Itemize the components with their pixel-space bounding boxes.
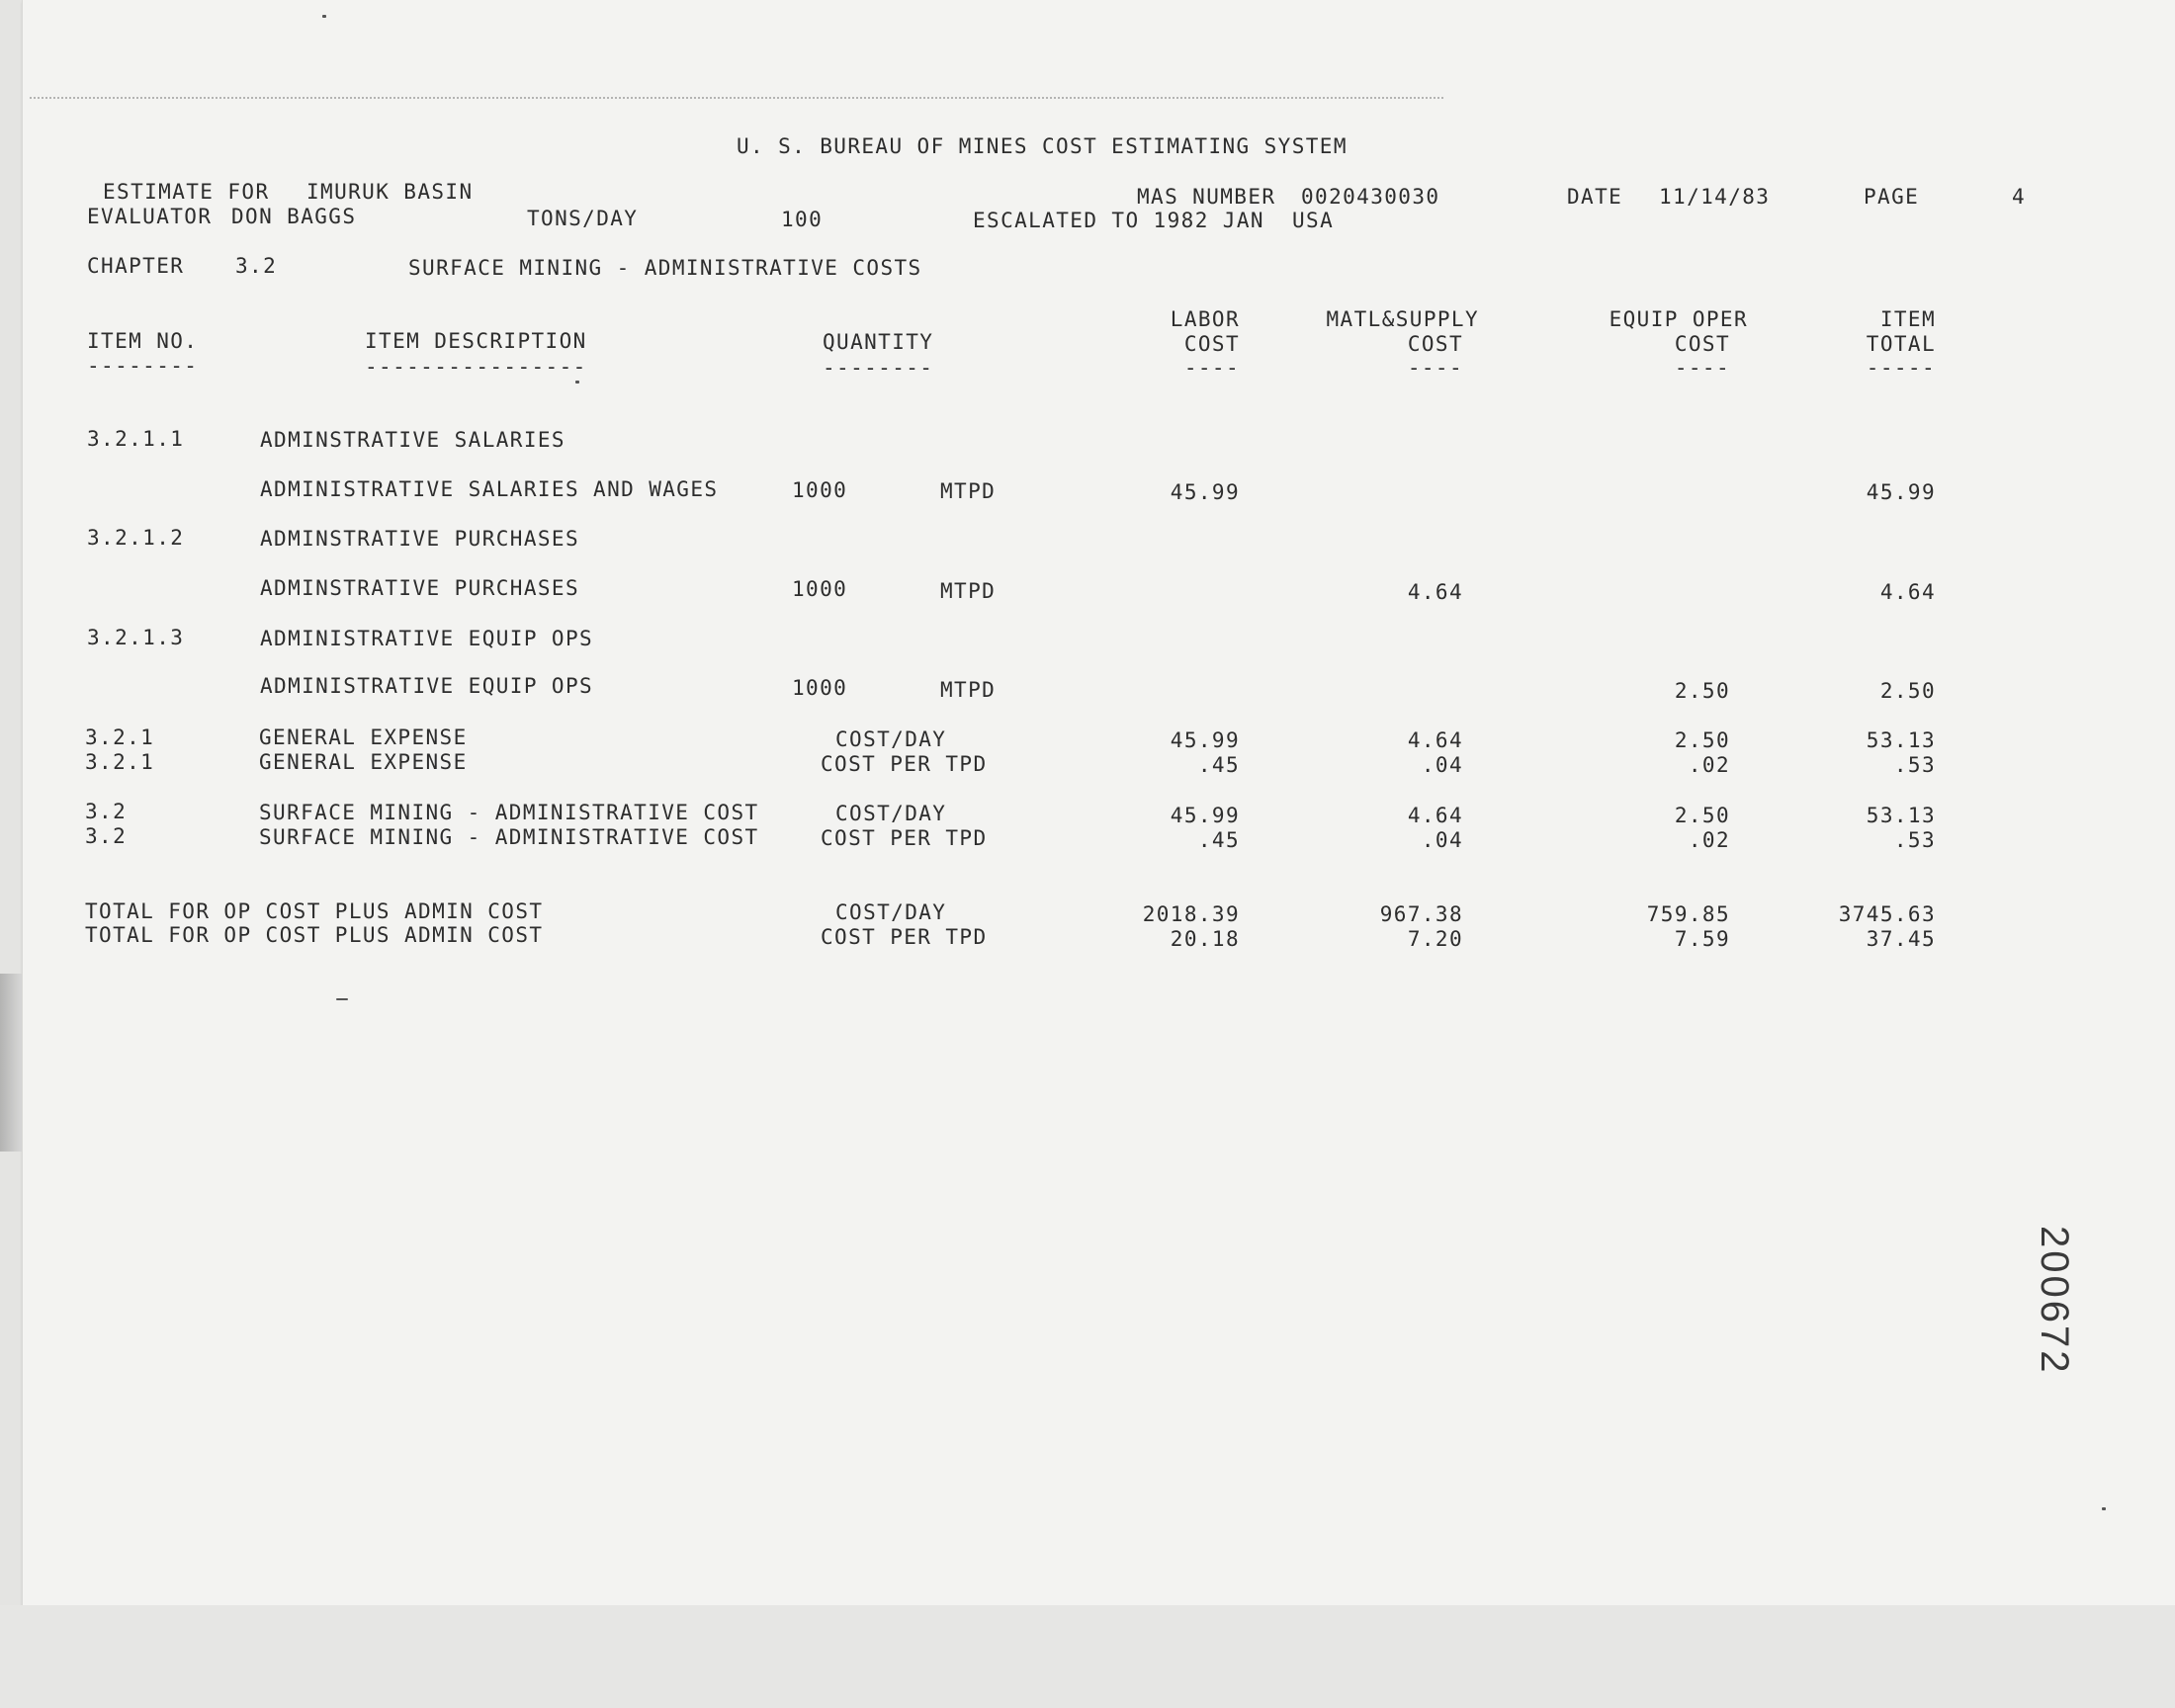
row-item-no: 3.2.1.1 [87,427,185,451]
row-labor-cost: 20.18 [1170,927,1240,951]
perforation-line [30,97,1443,99]
page-number: 4 [2012,185,2027,209]
row-description: TOTAL FOR OP COST PLUS ADMIN COST [85,923,544,947]
scan-speck [336,998,348,1000]
col-quantity: QUANTITY [823,330,934,354]
col-total-underline: ----- [1866,356,1936,380]
row-labor-cost: .45 [1197,828,1240,852]
row-item-no: 3.2.1.3 [87,626,185,649]
scan-speck [2102,1507,2106,1510]
row-description: ADMINSTRATIVE PURCHASES [260,576,579,600]
col-total-line2: TOTAL [1866,332,1936,356]
col-total-line1: ITEM [1879,307,1936,331]
row-item-no: 3.2.1 [85,750,155,774]
col-labor-line2: COST [1183,332,1240,356]
tons-day-value: 100 [781,208,824,231]
row-quantity: COST PER TPD [821,826,988,850]
estimate-for-label: ESTIMATE FOR [103,180,270,204]
row-matl-cost: 967.38 [1379,902,1463,926]
col-matl-underline: ---- [1407,356,1463,380]
mas-number-value: 0020430030 [1301,185,1440,209]
row-item-total: 2.50 [1879,679,1936,703]
row-item-no: 3.2.1 [85,726,155,749]
row-quantity: COST PER TPD [821,752,988,776]
col-labor-underline: ---- [1183,356,1240,380]
row-quantity: 1000 [792,577,848,601]
row-description: SURFACE MINING - ADMINISTRATIVE COST [259,801,759,824]
row-quantity: COST PER TPD [821,925,988,949]
row-matl-cost: 7.20 [1407,927,1463,951]
tons-day-label: TONS/DAY [527,207,639,230]
row-matl-cost: 4.64 [1407,804,1463,827]
page-label: PAGE [1864,185,1920,209]
row-item-total: 37.45 [1866,927,1936,951]
row-description: ADMINISTRATIVE EQUIP OPS [260,627,594,650]
col-item-description: ITEM DESCRIPTION [365,329,587,353]
col-desc-underline: ---------------- [365,355,587,379]
chapter-label: CHAPTER [87,254,185,278]
col-item-no-underline: -------- [87,354,199,378]
row-matl-cost: 4.64 [1407,728,1463,752]
evaluator-value: DON BAGGS [231,205,357,228]
scan-edge-mark [0,974,22,1152]
row-quantity: COST/DAY [835,802,947,825]
row-quantity: COST/DAY [835,900,947,924]
row-labor-cost: 2018.39 [1142,902,1240,926]
date-value: 11/14/83 [1659,185,1771,209]
row-labor-cost: 45.99 [1170,480,1240,504]
row-item-no: 3.2 [85,824,128,848]
row-unit: MTPD [940,579,997,603]
row-matl-cost: .04 [1421,828,1463,852]
col-equip-line1: EQUIP OPER [1609,307,1748,331]
row-labor-cost: 45.99 [1170,728,1240,752]
row-unit: MTPD [940,479,997,503]
row-description: GENERAL EXPENSE [259,750,468,774]
escalated-note: ESCALATED TO 1982 JAN USA [973,209,1335,232]
row-equip-cost: 2.50 [1674,679,1730,703]
row-item-total: 45.99 [1866,480,1936,504]
row-matl-cost: .04 [1421,753,1463,777]
row-item-no: 3.2.1.2 [87,526,185,550]
row-item-total: 4.64 [1879,580,1936,604]
row-unit: MTPD [940,678,997,702]
scan-speck [322,15,326,18]
col-item-no: ITEM NO. [87,329,199,353]
row-quantity: 1000 [792,676,848,700]
scan-speck [575,381,579,384]
row-equip-cost: 759.85 [1646,902,1730,926]
chapter-title: SURFACE MINING - ADMINISTRATIVE COSTS [408,256,922,280]
col-matl-line2: COST [1407,332,1463,356]
scan-background [0,1605,2175,1708]
row-item-total: .53 [1893,753,1936,777]
row-equip-cost: 2.50 [1674,728,1730,752]
row-description: ADMINISTRATIVE EQUIP OPS [260,674,594,698]
row-description: ADMINSTRATIVE SALARIES [260,428,566,452]
row-item-total: 53.13 [1866,728,1936,752]
date-label: DATE [1567,185,1623,209]
row-equip-cost: .02 [1688,753,1730,777]
col-qty-underline: -------- [823,356,934,380]
row-quantity: COST/DAY [835,727,947,751]
row-labor-cost: .45 [1197,753,1240,777]
row-equip-cost: 7.59 [1674,927,1730,951]
evaluator-label: EVALUATOR [87,205,213,228]
row-description: GENERAL EXPENSE [259,726,468,749]
row-item-total: .53 [1893,828,1936,852]
chapter-number: 3.2 [235,254,278,278]
row-description: ADMINSTRATIVE PURCHASES [260,527,579,551]
system-title: U. S. BUREAU OF MINES COST ESTIMATING SYSTEM [737,134,1348,158]
row-item-total: 3745.63 [1838,902,1936,926]
row-labor-cost: 45.99 [1170,804,1240,827]
col-matl-line1: MATL&SUPPLY [1326,307,1479,331]
col-labor-line1: LABOR [1170,307,1240,331]
col-equip-line2: COST [1674,332,1730,356]
row-matl-cost: 4.64 [1407,580,1463,604]
row-equip-cost: 2.50 [1674,804,1730,827]
row-item-no: 3.2 [85,800,128,823]
row-equip-cost: .02 [1688,828,1730,852]
row-description: SURFACE MINING - ADMINISTRATIVE COST [259,825,759,849]
mas-number-label: MAS NUMBER [1137,185,1276,209]
row-description: TOTAL FOR OP COST PLUS ADMIN COST [85,899,544,923]
row-quantity: 1000 [792,478,848,502]
row-item-total: 53.13 [1866,804,1936,827]
row-description: ADMINISTRATIVE SALARIES AND WAGES [260,477,719,501]
estimate-for-value: IMURUK BASIN [306,180,474,204]
col-equip-underline: ---- [1674,356,1730,380]
stamped-document-number: 200672 [2033,1226,2076,1376]
